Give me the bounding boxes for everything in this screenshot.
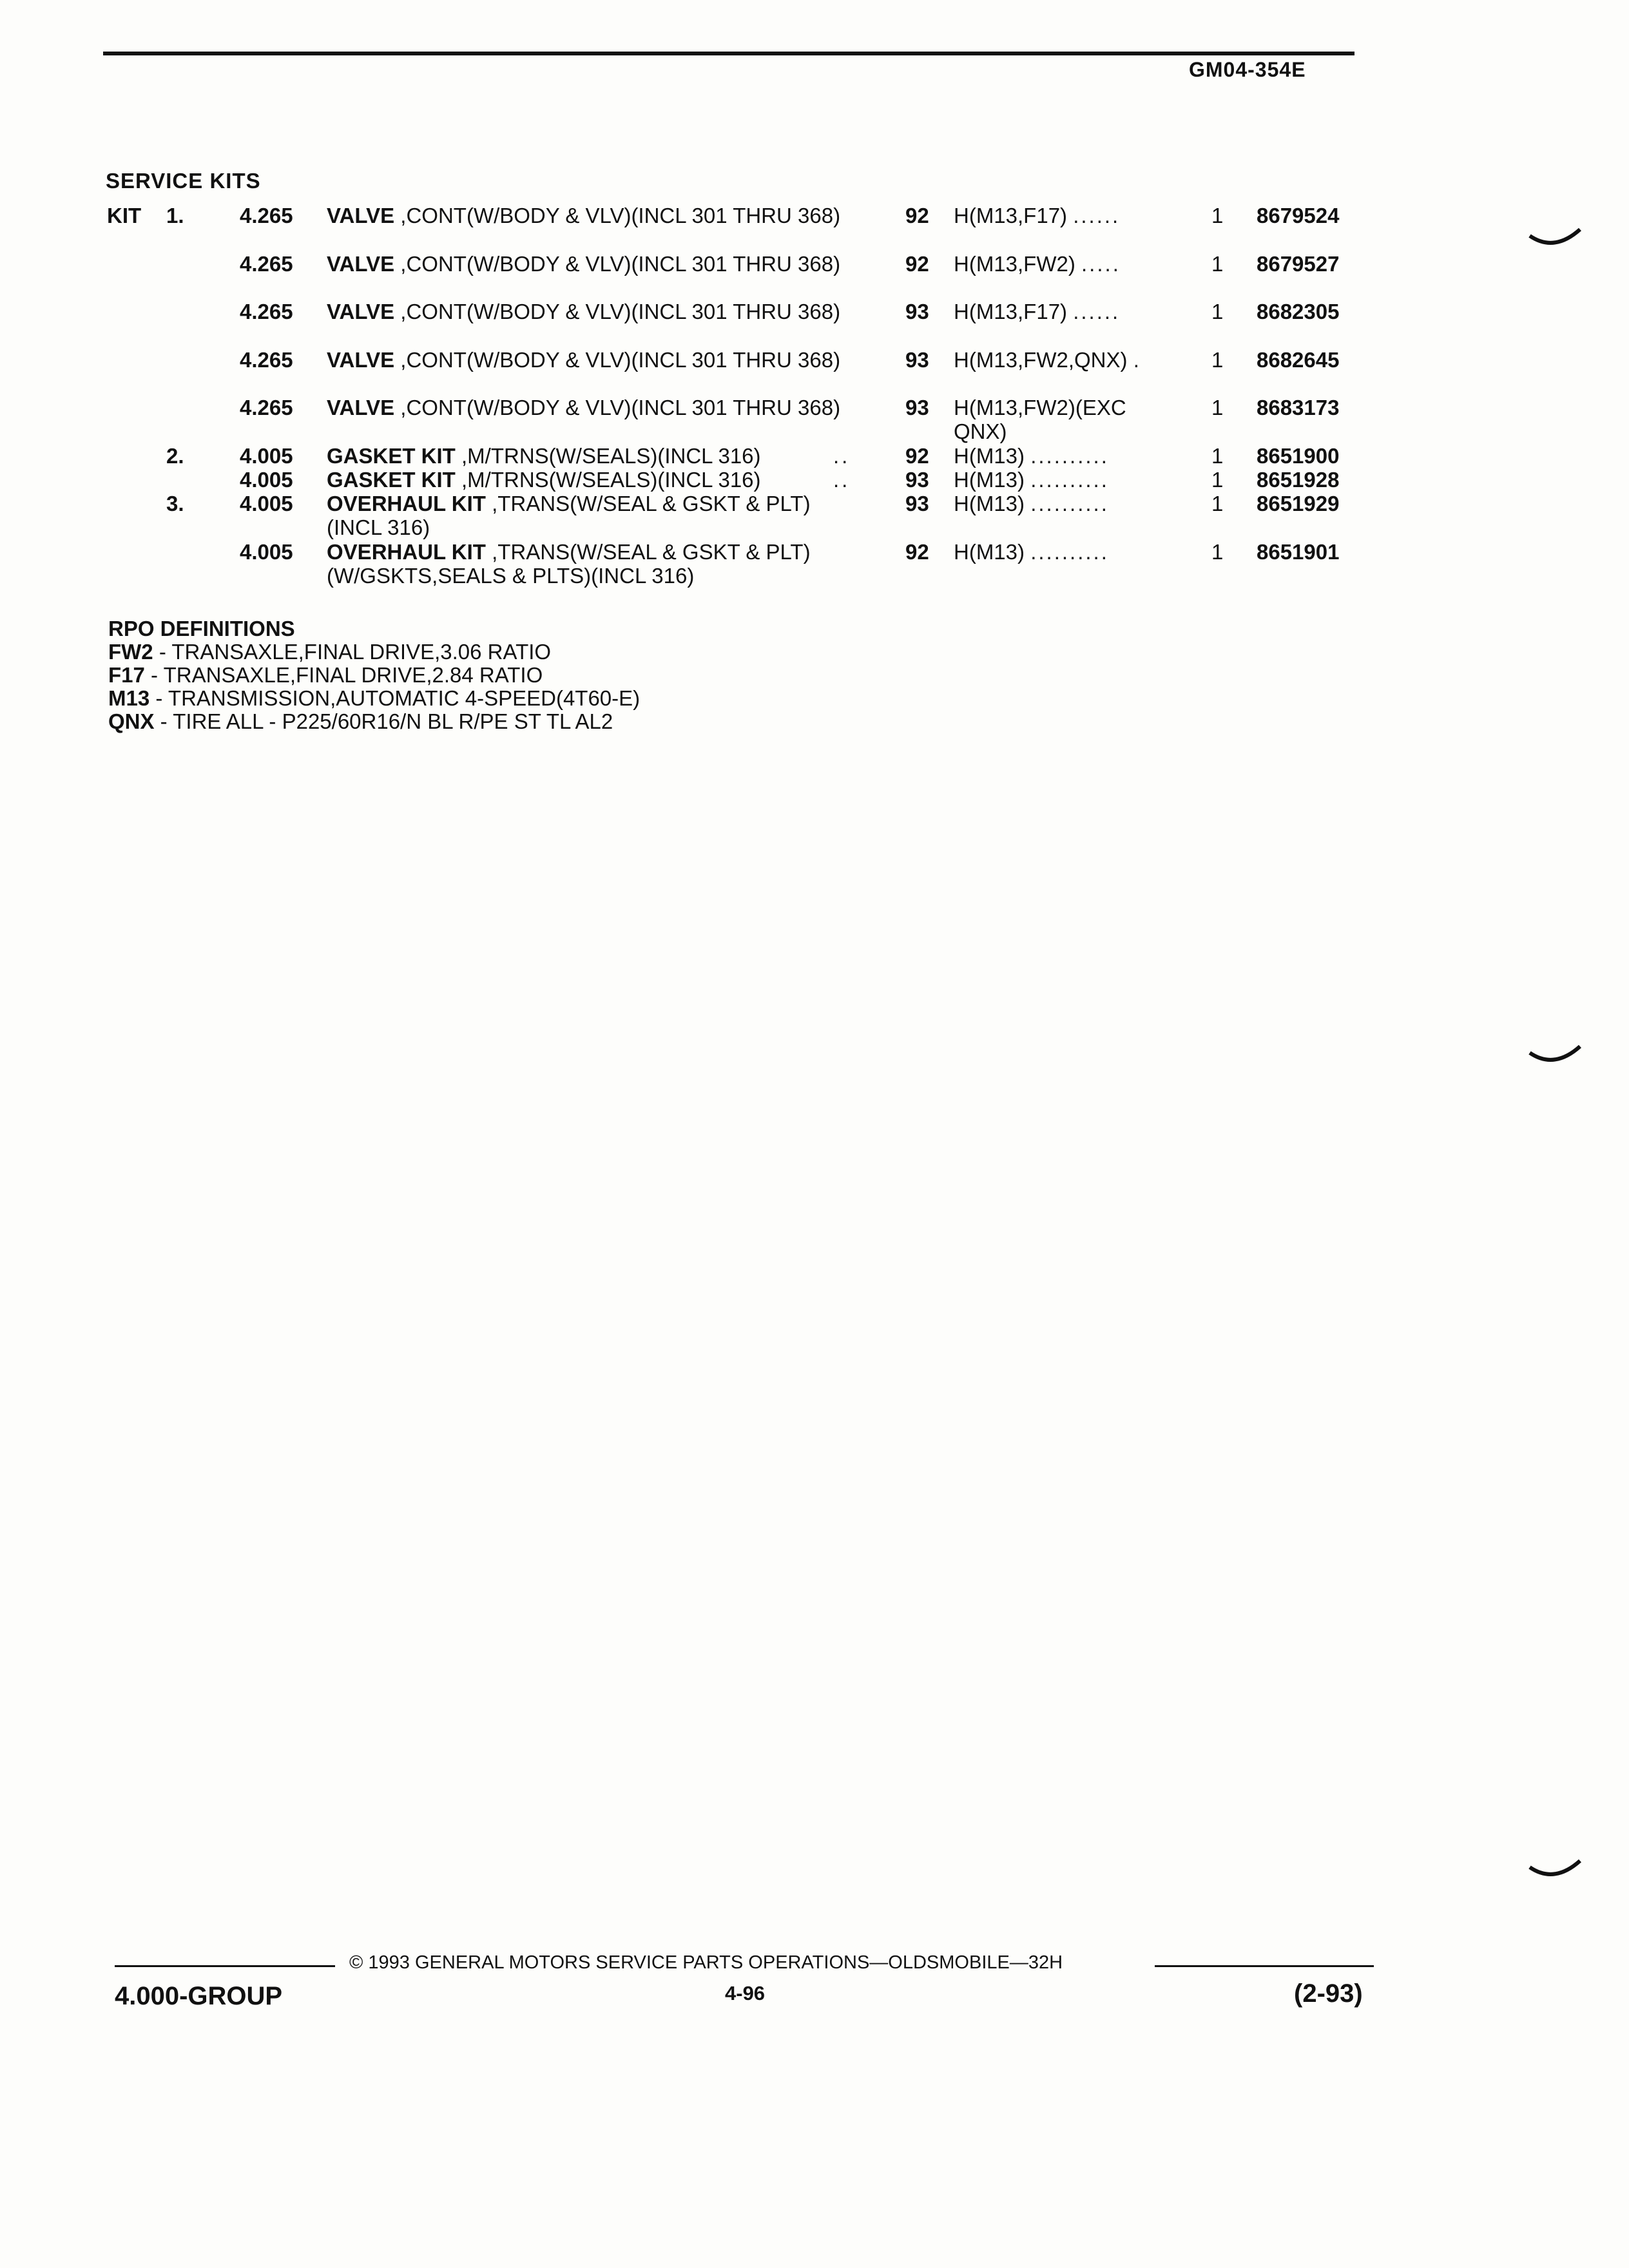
group-number: 4.265 bbox=[240, 252, 293, 276]
group-number: 4.265 bbox=[240, 204, 293, 227]
application-code: H(M13,F17) bbox=[954, 204, 1068, 227]
dot-leader: ...... bbox=[1073, 204, 1121, 227]
binder-hole-mark bbox=[1528, 227, 1581, 253]
group-number: 4.005 bbox=[240, 540, 293, 564]
application-code: H(M13,FW2,QNX) bbox=[954, 348, 1128, 372]
table-row bbox=[0, 396, 1629, 447]
model-year: 92 bbox=[905, 252, 929, 276]
part-description bbox=[327, 396, 868, 419]
part-detail: ,M/TRNS(W/SEALS)(INCL 316) bbox=[455, 468, 761, 492]
table-row bbox=[0, 300, 1629, 351]
rpo-item bbox=[108, 710, 640, 733]
part-number: 8651928 bbox=[1257, 468, 1340, 492]
application-code: H(M13) bbox=[954, 468, 1025, 492]
table-row bbox=[0, 348, 1629, 399]
quantity: 1 bbox=[1211, 492, 1224, 515]
rpo-text: - TRANSAXLE,FINAL DRIVE,2.84 RATIO bbox=[144, 663, 543, 687]
application bbox=[954, 348, 1186, 372]
part-name: VALVE bbox=[327, 300, 395, 323]
part-detail: ,CONT(W/BODY & VLV)(INCL 301 THRU 368) bbox=[394, 396, 841, 419]
part-name: GASKET KIT bbox=[327, 468, 456, 492]
model-year: 93 bbox=[905, 300, 929, 323]
dot-leader: .......... bbox=[1030, 540, 1109, 564]
binder-hole-mark bbox=[1528, 1044, 1581, 1070]
part-number: 8651900 bbox=[1257, 444, 1340, 468]
part-description bbox=[327, 204, 868, 227]
part-description bbox=[327, 444, 868, 468]
part-description bbox=[327, 300, 868, 323]
model-year: 93 bbox=[905, 348, 929, 372]
quantity: 1 bbox=[1211, 468, 1224, 492]
application bbox=[954, 396, 1173, 443]
dot-leader: . bbox=[1133, 348, 1141, 372]
group-number: 4.005 bbox=[240, 444, 293, 468]
binder-hole-mark bbox=[1528, 1858, 1581, 1884]
application bbox=[954, 468, 1186, 492]
part-number: 8679524 bbox=[1257, 204, 1340, 227]
part-detail: ,CONT(W/BODY & VLV)(INCL 301 THRU 368) bbox=[394, 252, 841, 276]
quantity: 1 bbox=[1211, 204, 1224, 227]
application-code: H(M13) bbox=[954, 540, 1025, 564]
rpo-item bbox=[108, 664, 640, 687]
application-code: H(M13) bbox=[954, 444, 1025, 468]
part-number: 8679527 bbox=[1257, 252, 1340, 276]
part-description bbox=[327, 348, 868, 372]
part-name: VALVE bbox=[327, 348, 395, 372]
model-year: 92 bbox=[905, 444, 929, 468]
part-name: VALVE bbox=[327, 252, 395, 276]
part-name: GASKET KIT bbox=[327, 444, 456, 468]
table-row bbox=[0, 492, 1629, 543]
application bbox=[954, 540, 1186, 564]
dot-leader: ..... bbox=[1081, 252, 1121, 276]
application-code: H(M13) bbox=[954, 492, 1025, 515]
application bbox=[954, 252, 1186, 276]
application bbox=[954, 444, 1186, 468]
part-name: OVERHAUL KIT bbox=[327, 492, 486, 515]
top-rule bbox=[103, 52, 1354, 55]
application bbox=[954, 492, 1186, 515]
group-number: 4.265 bbox=[240, 300, 293, 323]
group-number: 4.265 bbox=[240, 396, 293, 419]
kit-label: KIT bbox=[107, 204, 142, 227]
footer-rule-right bbox=[1155, 1965, 1374, 1967]
model-year: 93 bbox=[905, 492, 929, 515]
quantity: 1 bbox=[1211, 396, 1224, 419]
application-code: H(M13,FW2) bbox=[954, 252, 1075, 276]
dot-leader: .. bbox=[833, 468, 851, 492]
part-name: OVERHAUL KIT bbox=[327, 540, 486, 564]
rpo-code: F17 bbox=[108, 663, 145, 687]
group-number: 4.265 bbox=[240, 348, 293, 372]
rpo-code: M13 bbox=[108, 686, 150, 710]
table-row bbox=[0, 252, 1629, 303]
kit-number: 1. bbox=[166, 204, 184, 227]
part-name: VALVE bbox=[327, 396, 395, 419]
rpo-code: QNX bbox=[108, 709, 155, 733]
model-year: 93 bbox=[905, 396, 929, 419]
part-detail: ,TRANS(W/SEAL & GSKT & PLT)(INCL 316) bbox=[327, 492, 811, 539]
group-number: 4.005 bbox=[240, 468, 293, 492]
rpo-item bbox=[108, 687, 640, 710]
dot-leader: .. bbox=[833, 444, 851, 468]
dot-leader: .......... bbox=[1030, 492, 1109, 515]
quantity: 1 bbox=[1211, 540, 1224, 564]
document-number: GM04-354E bbox=[1189, 58, 1306, 81]
application bbox=[954, 204, 1186, 227]
group-number: 4.005 bbox=[240, 492, 293, 515]
table-row bbox=[0, 540, 1629, 591]
application-code: H(M13,F17) bbox=[954, 300, 1068, 323]
rpo-definitions bbox=[108, 617, 640, 733]
revision-date: (2-93) bbox=[1294, 1979, 1363, 2008]
part-number: 8651929 bbox=[1257, 492, 1340, 515]
model-year: 92 bbox=[905, 204, 929, 227]
part-detail: ,CONT(W/BODY & VLV)(INCL 301 THRU 368) bbox=[394, 204, 841, 227]
part-number: 8651901 bbox=[1257, 540, 1340, 564]
quantity: 1 bbox=[1211, 252, 1224, 276]
section-title: SERVICE KITS bbox=[106, 169, 261, 193]
application bbox=[954, 300, 1186, 323]
group-label: 4.000-GROUP bbox=[115, 1982, 283, 2010]
model-year: 92 bbox=[905, 540, 929, 564]
table-row bbox=[0, 204, 1629, 255]
quantity: 1 bbox=[1211, 348, 1224, 372]
copyright-notice: © 1993 GENERAL MOTORS SERVICE PARTS OPERATIONS—OLDSMOBILE—32H bbox=[349, 1952, 1063, 1973]
model-year: 93 bbox=[905, 468, 929, 492]
quantity: 1 bbox=[1211, 300, 1224, 323]
dot-leader: ...... bbox=[1073, 300, 1121, 323]
quantity: 1 bbox=[1211, 444, 1224, 468]
part-detail: ,TRANS(W/SEAL & GSKT & PLT)(W/GSKTS,SEALS & PLTS)(INCL 316) bbox=[327, 540, 811, 588]
rpo-text: - TIRE ALL - P225/60R16/N BL R/PE ST TL AL2 bbox=[154, 709, 613, 733]
part-description bbox=[327, 540, 829, 588]
kit-number: 3. bbox=[166, 492, 184, 515]
part-detail: ,M/TRNS(W/SEALS)(INCL 316) bbox=[455, 444, 761, 468]
kit-number: 2. bbox=[166, 444, 184, 468]
part-description bbox=[327, 492, 829, 539]
part-detail: ,CONT(W/BODY & VLV)(INCL 301 THRU 368) bbox=[394, 348, 841, 372]
part-description bbox=[327, 252, 868, 276]
page-number: 4-96 bbox=[725, 1982, 766, 2004]
rpo-title: RPO DEFINITIONS bbox=[108, 617, 295, 640]
application-code: H(M13,FW2)(EXC QNX) bbox=[954, 396, 1126, 443]
part-number: 8682305 bbox=[1257, 300, 1340, 323]
dot-leader: .......... bbox=[1030, 444, 1109, 468]
footer-rule-left bbox=[115, 1965, 335, 1967]
dot-leader: .......... bbox=[1030, 468, 1109, 492]
part-number: 8682645 bbox=[1257, 348, 1340, 372]
rpo-code: FW2 bbox=[108, 640, 153, 664]
part-name: VALVE bbox=[327, 204, 395, 227]
rpo-text: - TRANSAXLE,FINAL DRIVE,3.06 RATIO bbox=[153, 640, 552, 664]
rpo-item bbox=[108, 640, 640, 664]
part-number: 8683173 bbox=[1257, 396, 1340, 419]
rpo-text: - TRANSMISSION,AUTOMATIC 4-SPEED(4T60-E) bbox=[149, 686, 641, 710]
part-description bbox=[327, 468, 868, 492]
part-detail: ,CONT(W/BODY & VLV)(INCL 301 THRU 368) bbox=[394, 300, 841, 323]
